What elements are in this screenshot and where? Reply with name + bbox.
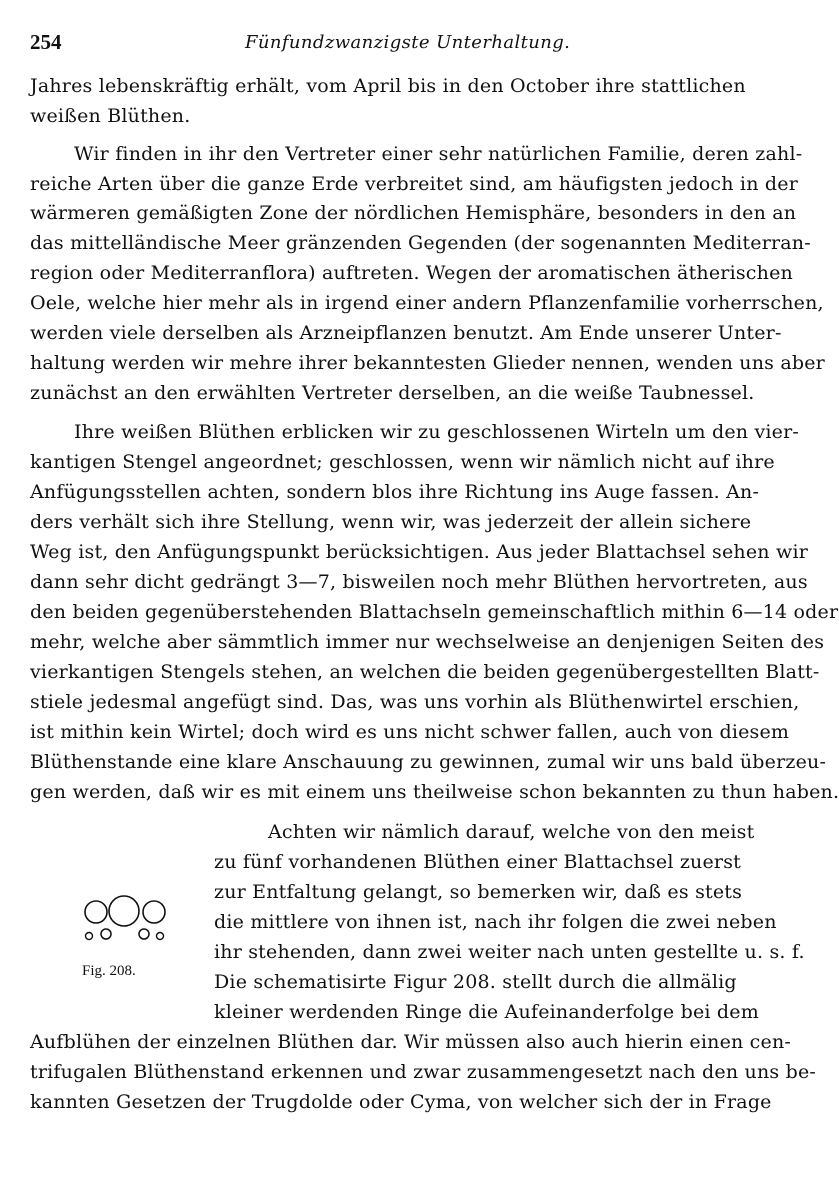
text-line: Oele, welche hier mehr als in irgend einer andern Pflanzenfamilie vorherrschen, [30,292,824,314]
text-line: reiche Arten über die ganze Erde verbreitet sind, am häufigsten jedoch in der [30,173,798,195]
text-line: ist mithin kein Wirtel; doch wird es uns nicht schwer fallen, auch von diesem [30,721,790,743]
text-line: vierkantigen Stengels stehen, an welchen die beiden gegenübergestellten Blatt- [30,661,820,683]
text-line: dann sehr dicht gedrängt 3—7, bisweilen noch mehr Blüthen hervortreten, aus [30,571,808,593]
text-line: Achten wir nämlich darauf, welche von den meist [268,821,755,843]
text-line: weißen Blüthen. [30,105,191,127]
text-line: kleiner werdenden Ringe die Aufeinanderfolge bei dem [214,1001,759,1023]
ring-diagram [70,893,180,953]
text-line: zur Entfaltung gelangt, so bemerken wir, daß es stets [214,881,743,903]
text-line: kannten Gesetzen der Trugdolde oder Cyma, von welcher sich der in Frage [30,1091,772,1113]
ring-second-right [143,901,165,923]
text-line: zu fünf vorhandenen Blüthen einer Blattachsel zuerst [214,851,741,873]
text-line: Ihre weißen Blüthen erblicken wir zu geschlossenen Wirteln um den vier- [74,421,800,443]
ring-third-left [101,929,111,939]
figure-208 [70,893,180,983]
ring-third-right [139,929,149,939]
text-line: kantigen Stengel angeordnet; geschlossen, wenn wir nämlich nicht auf ihre [30,451,775,473]
running-head: Fünfundzwanzigste Unterhaltung. [245,32,571,53]
text-line: ihr stehenden, dann zwei weiter nach unten gestellte u. s. f. [214,941,805,963]
text-line: stiele jedesmal angefügt sind. Das, was uns vorhin als Blüthenwirtel erschien, [30,691,800,713]
page-number: 254 [30,30,62,54]
text-line: trifugalen Blüthenstand erkennen und zwar zusammengesetzt nach den uns be- [30,1061,817,1083]
page-header [30,30,706,54]
text-line: Jahres lebenskräftig erhält, vom April bis in den October ihre stattlichen [30,75,746,97]
figure-caption: Fig. 208. [82,963,136,979]
text-line: Die schematisirte Figur 208. stellt durch die allmälig [214,971,737,993]
text-line: Aufblühen der einzelnen Blüthen dar. Wir müssen also auch hierin einen cen- [30,1031,792,1053]
ring-fourth-right [157,933,164,940]
text-line: Weg ist, den Anfügungspunkt berücksichtigen. Aus jeder Blattachsel sehen wir [30,541,809,563]
text-line: werden viele derselben als Arzneipflanzen benutzt. Am Ende unserer Unter- [30,322,782,344]
text-line: Blüthenstande eine klare Anschauung zu gewinnen, zumal wir uns bald überzeu- [30,751,827,773]
text-line: zunächst an den erwählten Vertreter derselben, an die weiße Taubnessel. [30,382,755,404]
text-line: Anfügungsstellen achten, sondern blos ihre Richtung ins Auge fassen. An- [30,481,760,503]
ring-second-left [85,901,107,923]
text-line: die mittlere von ihnen ist, nach ihr folgen die zwei neben [214,911,777,933]
text-line: region oder Mediterranflora) auftreten. Wegen der aromatischen ätherischen [30,262,793,284]
text-line: Wir finden in ihr den Vertreter einer sehr natürlichen Familie, deren zahl- [74,143,803,165]
text-line: mehr, welche aber sämmtlich immer nur wechselweise an denjenigen Seiten des [30,631,825,653]
ring-fourth-left [86,933,93,940]
text-line: ders verhält sich ihre Stellung, wenn wir, was jederzeit der allein sichere [30,511,752,533]
text-line: den beiden gegenüberstehenden Blattachseln gemeinschaftlich mithin 6—14 oder [30,601,839,623]
text-line: haltung werden wir mehre ihrer bekanntesten Glieder nennen, wenden uns aber [30,352,825,374]
text-line: wärmeren gemäßigten Zone der nördlichen Hemisphäre, besonders in den an [30,202,797,224]
text-line: gen werden, daß wir es mit einem uns theilweise schon bekannten zu thun haben. [30,781,839,803]
text-line: das mittelländische Meer gränzenden Gegenden (der sogenannten Mediterran- [30,232,811,254]
ring-largest [109,896,139,926]
